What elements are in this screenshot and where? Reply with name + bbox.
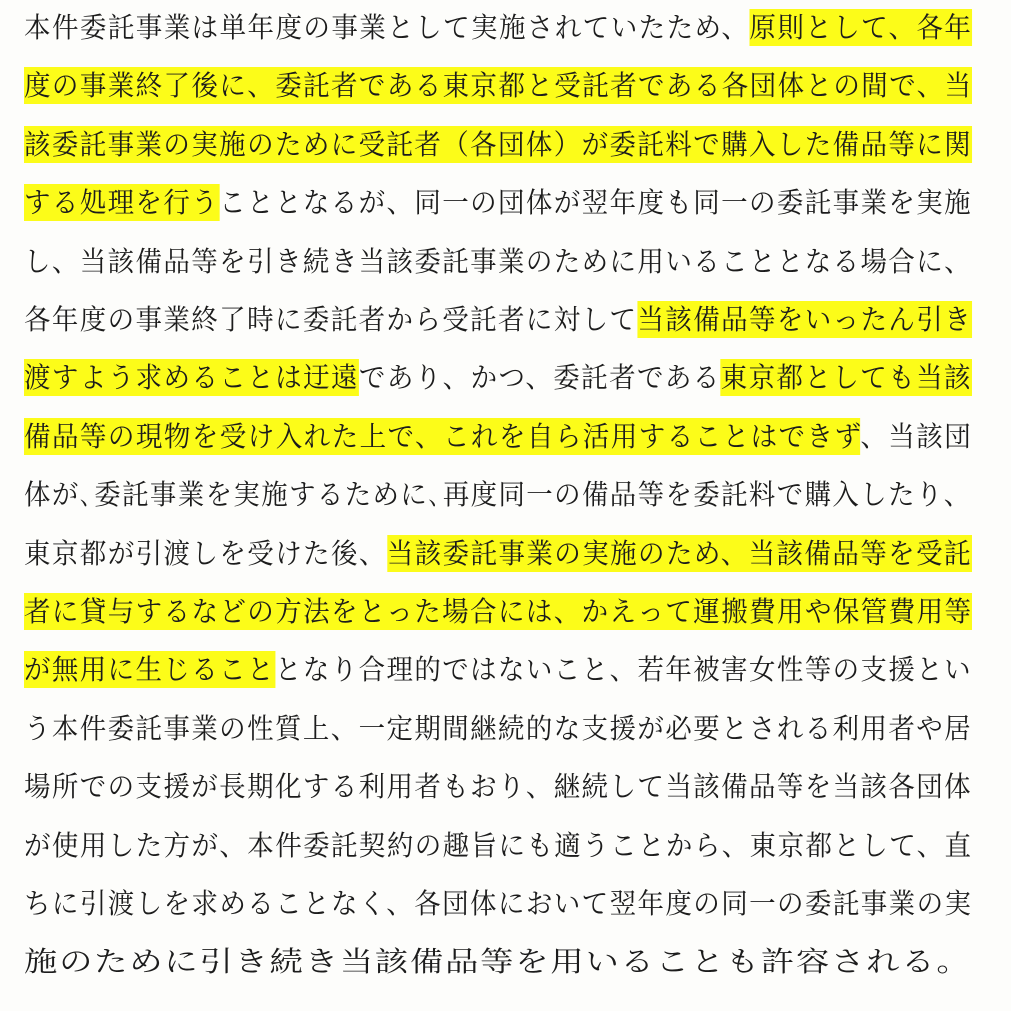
text-segment: う本件委託事業の性質上、一定期間継続的な支援が必要とされる利用者や居 xyxy=(24,711,973,745)
text-line xyxy=(24,183,972,223)
text-segment: 体が､委託事業を実施するために､再度同一の備品等を委託料で購入したり、 xyxy=(24,478,972,512)
text-segment: 施のために引き続き当該備品等を用いることも許容される。 xyxy=(24,945,972,979)
text-line xyxy=(24,300,972,340)
text-segment: 本件委託事業は単年度の事業として実施されていたため、 xyxy=(24,11,750,44)
text-segment: であり、かつ、委託者である xyxy=(358,361,721,395)
highlighted-text: する処理を行う xyxy=(24,186,220,220)
text-segment: 、当該団 xyxy=(860,419,973,453)
text-line xyxy=(24,650,972,690)
highlighted-text: 原則として、各年 xyxy=(749,11,973,44)
text-line xyxy=(24,942,971,982)
highlighted-text: 該委託事業の実施のために受託者（各団体）が委託料で購入した備品等に関 xyxy=(24,127,973,161)
text-line xyxy=(24,592,972,632)
highlighted-text: 渡すよう求めることは迂遠 xyxy=(24,361,359,395)
text-line xyxy=(24,66,972,106)
text-line xyxy=(24,242,972,282)
text-line xyxy=(24,417,972,457)
text-line xyxy=(24,826,972,866)
text-line xyxy=(24,125,972,165)
text-segment: となり合理的ではないこと、若年被害女性等の支援とい xyxy=(274,653,973,687)
text-segment: 東京都が引渡しを受けた後、 xyxy=(24,536,387,570)
highlighted-text: 当該備品等をいったん引き xyxy=(637,303,973,336)
highlighted-text: 備品等の現物を受け入れた上で、これを自ら活用することはできず xyxy=(24,419,861,453)
text-line xyxy=(24,534,972,574)
text-line xyxy=(24,884,972,924)
text-line xyxy=(24,709,972,749)
highlighted-text: 者に貸与するなどの方法をとった場合には、かえって運搬費用や保管費用等 xyxy=(24,595,973,628)
highlighted-text: 度の事業終了後に、委託者である東京都と受託者である各団体との間で、当 xyxy=(24,69,973,103)
text-segment: 場所での支援が長期化する利用者もおり、継続して当該備品等を当該各団体 xyxy=(24,770,973,804)
text-segment: こととなるが、同一の団体が翌年度も同一の委託事業を実施 xyxy=(219,186,973,220)
text-line xyxy=(24,8,972,48)
highlighted-text: 東京都としても当該 xyxy=(720,361,972,395)
text-line xyxy=(24,358,972,398)
text-segment: が使用した方が、本件委託契約の趣旨にも適うことから、東京都として、直 xyxy=(24,828,973,862)
highlighted-text: 当該委託事業の実施のため、当該備品等を受託 xyxy=(386,536,972,570)
text-line xyxy=(24,475,972,515)
highlighted-text: が無用に生じること xyxy=(24,653,275,687)
text-segment: し、当該備品等を引き続き当該委託事業のために用いることとなる場合に、 xyxy=(24,244,973,278)
text-segment: ちに引渡しを求めることなく、各団体において翌年度の同一の委託事業の実 xyxy=(24,887,973,920)
text-segment: 各年度の事業終了時に委託者から受託者に対して xyxy=(24,303,638,336)
text-line xyxy=(24,767,972,807)
